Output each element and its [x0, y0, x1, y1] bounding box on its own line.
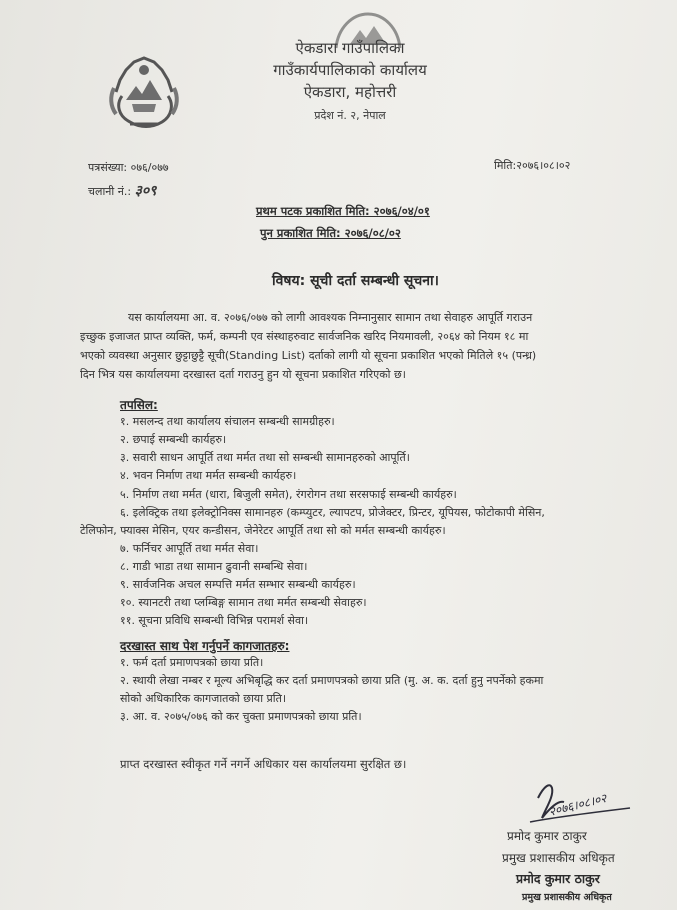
document-item: २. स्थायी लेखा नम्बर र मूल्य अभिबृद्धि कर दर्ता प्रमाणपत्रको छाया प्रति (मु. अ. क. दर्ता हुनु नपर्नेको हकमा	[120, 674, 544, 687]
list-item: ९. सार्वजनिक अचल सम्पत्ति मर्मत सम्भार सम्बन्धी कार्यहरु।	[120, 578, 356, 591]
notice-subject: विषय: सूची दर्ता सम्बन्धी सूचना।	[272, 273, 439, 289]
list-item: २. छपाई सम्बन्धी कार्यहरु।	[120, 433, 227, 446]
office-province: प्रदेश नं. २, नेपाल	[314, 109, 386, 122]
closing-statement: प्राप्त दरखास्त स्वीकृत गर्ने नगर्ने अधिकार यस कार्यालयमा सुरक्षित छ।	[120, 757, 407, 771]
body-line: इच्छुक इजाजत प्राप्त व्यक्ति, फर्म, कम्पनी एव संस्थाहरुवाट सार्वजनिक खरिद नियमावली, २०६४ को नियम १८ मा	[80, 330, 529, 343]
body-line: यस कार्यालयमा आ. व. २०७६/०७७ को लागी आवश्यक निम्नानुसार सामान तथा सेवाहरु आपूर्ति गराउन	[128, 311, 533, 324]
list-item: ३. सवारी साधन आपूर्ति तथा मर्मत तथा सो सम्बन्धी सामानहरुको आपूर्ति।	[120, 451, 410, 464]
list-item: ४. भवन निर्माण तथा मर्मत सम्बन्धी कार्यहरु।	[120, 469, 297, 482]
handwritten-date: २०७६।०८।०२	[547, 791, 608, 819]
chalani-number	[88, 181, 156, 200]
stamp-name: प्रमोद कुमार ठाकुर	[516, 871, 600, 886]
nepal-emblem-icon	[96, 40, 192, 136]
list-item: ६. इलेक्ट्रिक तथा इलेक्ट्रोनिक्स सामानहरु (कम्प्युटर, ल्यापटप, प्रोजेक्टर, प्रिन्टर, यूपियस, फोटोकापी मेसिन,	[120, 506, 545, 519]
chalani-value: ३०९	[134, 183, 157, 199]
office-name: ऐकडारा गाउँपालिका	[295, 39, 405, 57]
list-item: ११. सूचना प्रविधि सम्बन्धी विभिन्न परामर्श सेवा।	[120, 614, 309, 627]
republished-date: पुन प्रकाशित मिति: २०७६/०८/०२	[260, 226, 401, 240]
list-item: १. मसलन्द तथा कार्यालय संचालन सम्बन्धी सामग्रीहरु।	[120, 415, 335, 428]
document-item: सोको अधिकारिक कागजातको छाया प्रति।	[120, 692, 287, 705]
list-item: टेलिफोन, फ्याक्स मेसिन, एयर कन्डीसन, जेनेरेटर आपूर्ति तथा सो को मर्मत सम्बन्धी कार्यहरु।	[80, 524, 446, 537]
signatory-name: प्रमोद कुमार ठाकुर	[507, 829, 587, 843]
body-line: दिन भित्र यस कार्यालयमा दरखास्त दर्ता गराउनु हुन यो सूचना प्रकाशित गरिएको छ।	[80, 368, 406, 381]
first-published-date: प्रथम पटक प्रकाशित मिति: २०७६/०४/०१	[256, 204, 430, 218]
document-item: ३. आ. व. २०७५/०७६ को कर चुक्ता प्रमाणपत्रको छाया प्रति।	[120, 710, 362, 723]
office-department: गाउँकार्यपालिकाको कार्यालय	[273, 61, 427, 79]
chalani-label: चलानी नं.:	[88, 185, 132, 198]
signatory-title: प्रमुख प्रशासकीय अधिकृत	[502, 851, 615, 865]
list-item: ७. फर्निचर आपूर्ति तथा मर्मत सेवा।	[120, 542, 259, 555]
patra-sankhya: पत्रसंख्या: ०७६/०७७	[88, 161, 169, 174]
list-item: १०. स्यानटरी तथा प्लम्बिङ्ग सामान तथा मर्मत सम्बन्धी सेवाहरु।	[120, 596, 367, 609]
tapasil-heading: तपसिल:	[120, 398, 158, 412]
office-location: ऐकडारा, महोत्तरी	[303, 83, 397, 101]
notice-date: मिति:२०७६।०८।०२	[494, 159, 571, 172]
documents-heading: दरखास्त साथ पेश गर्नुपर्ने कागजातहरु:	[120, 639, 290, 653]
stamp-title: प्रमुख प्रशासकीय अधिकृत	[522, 892, 612, 903]
document-item: १. फर्म दर्ता प्रमाणपत्रको छाया प्रति।	[120, 656, 264, 669]
list-item: ५. निर्माण तथा मर्मत (धारा, बिजुली समेत), रंगरोगन तथा सरसफाई सम्बन्धी कार्यहरु।	[120, 488, 457, 501]
body-line: भएको व्यवस्था अनुसार छुट्टाछुट्टै सूची(Standing List) दर्ताको लागी यो सूचना प्रकाशित भएको मितिले १५ (पन्ध्र)	[80, 349, 537, 362]
list-item: ८. गाडी भाडा तथा सामान ढुवानी सम्बन्धि सेवा।	[120, 560, 308, 573]
